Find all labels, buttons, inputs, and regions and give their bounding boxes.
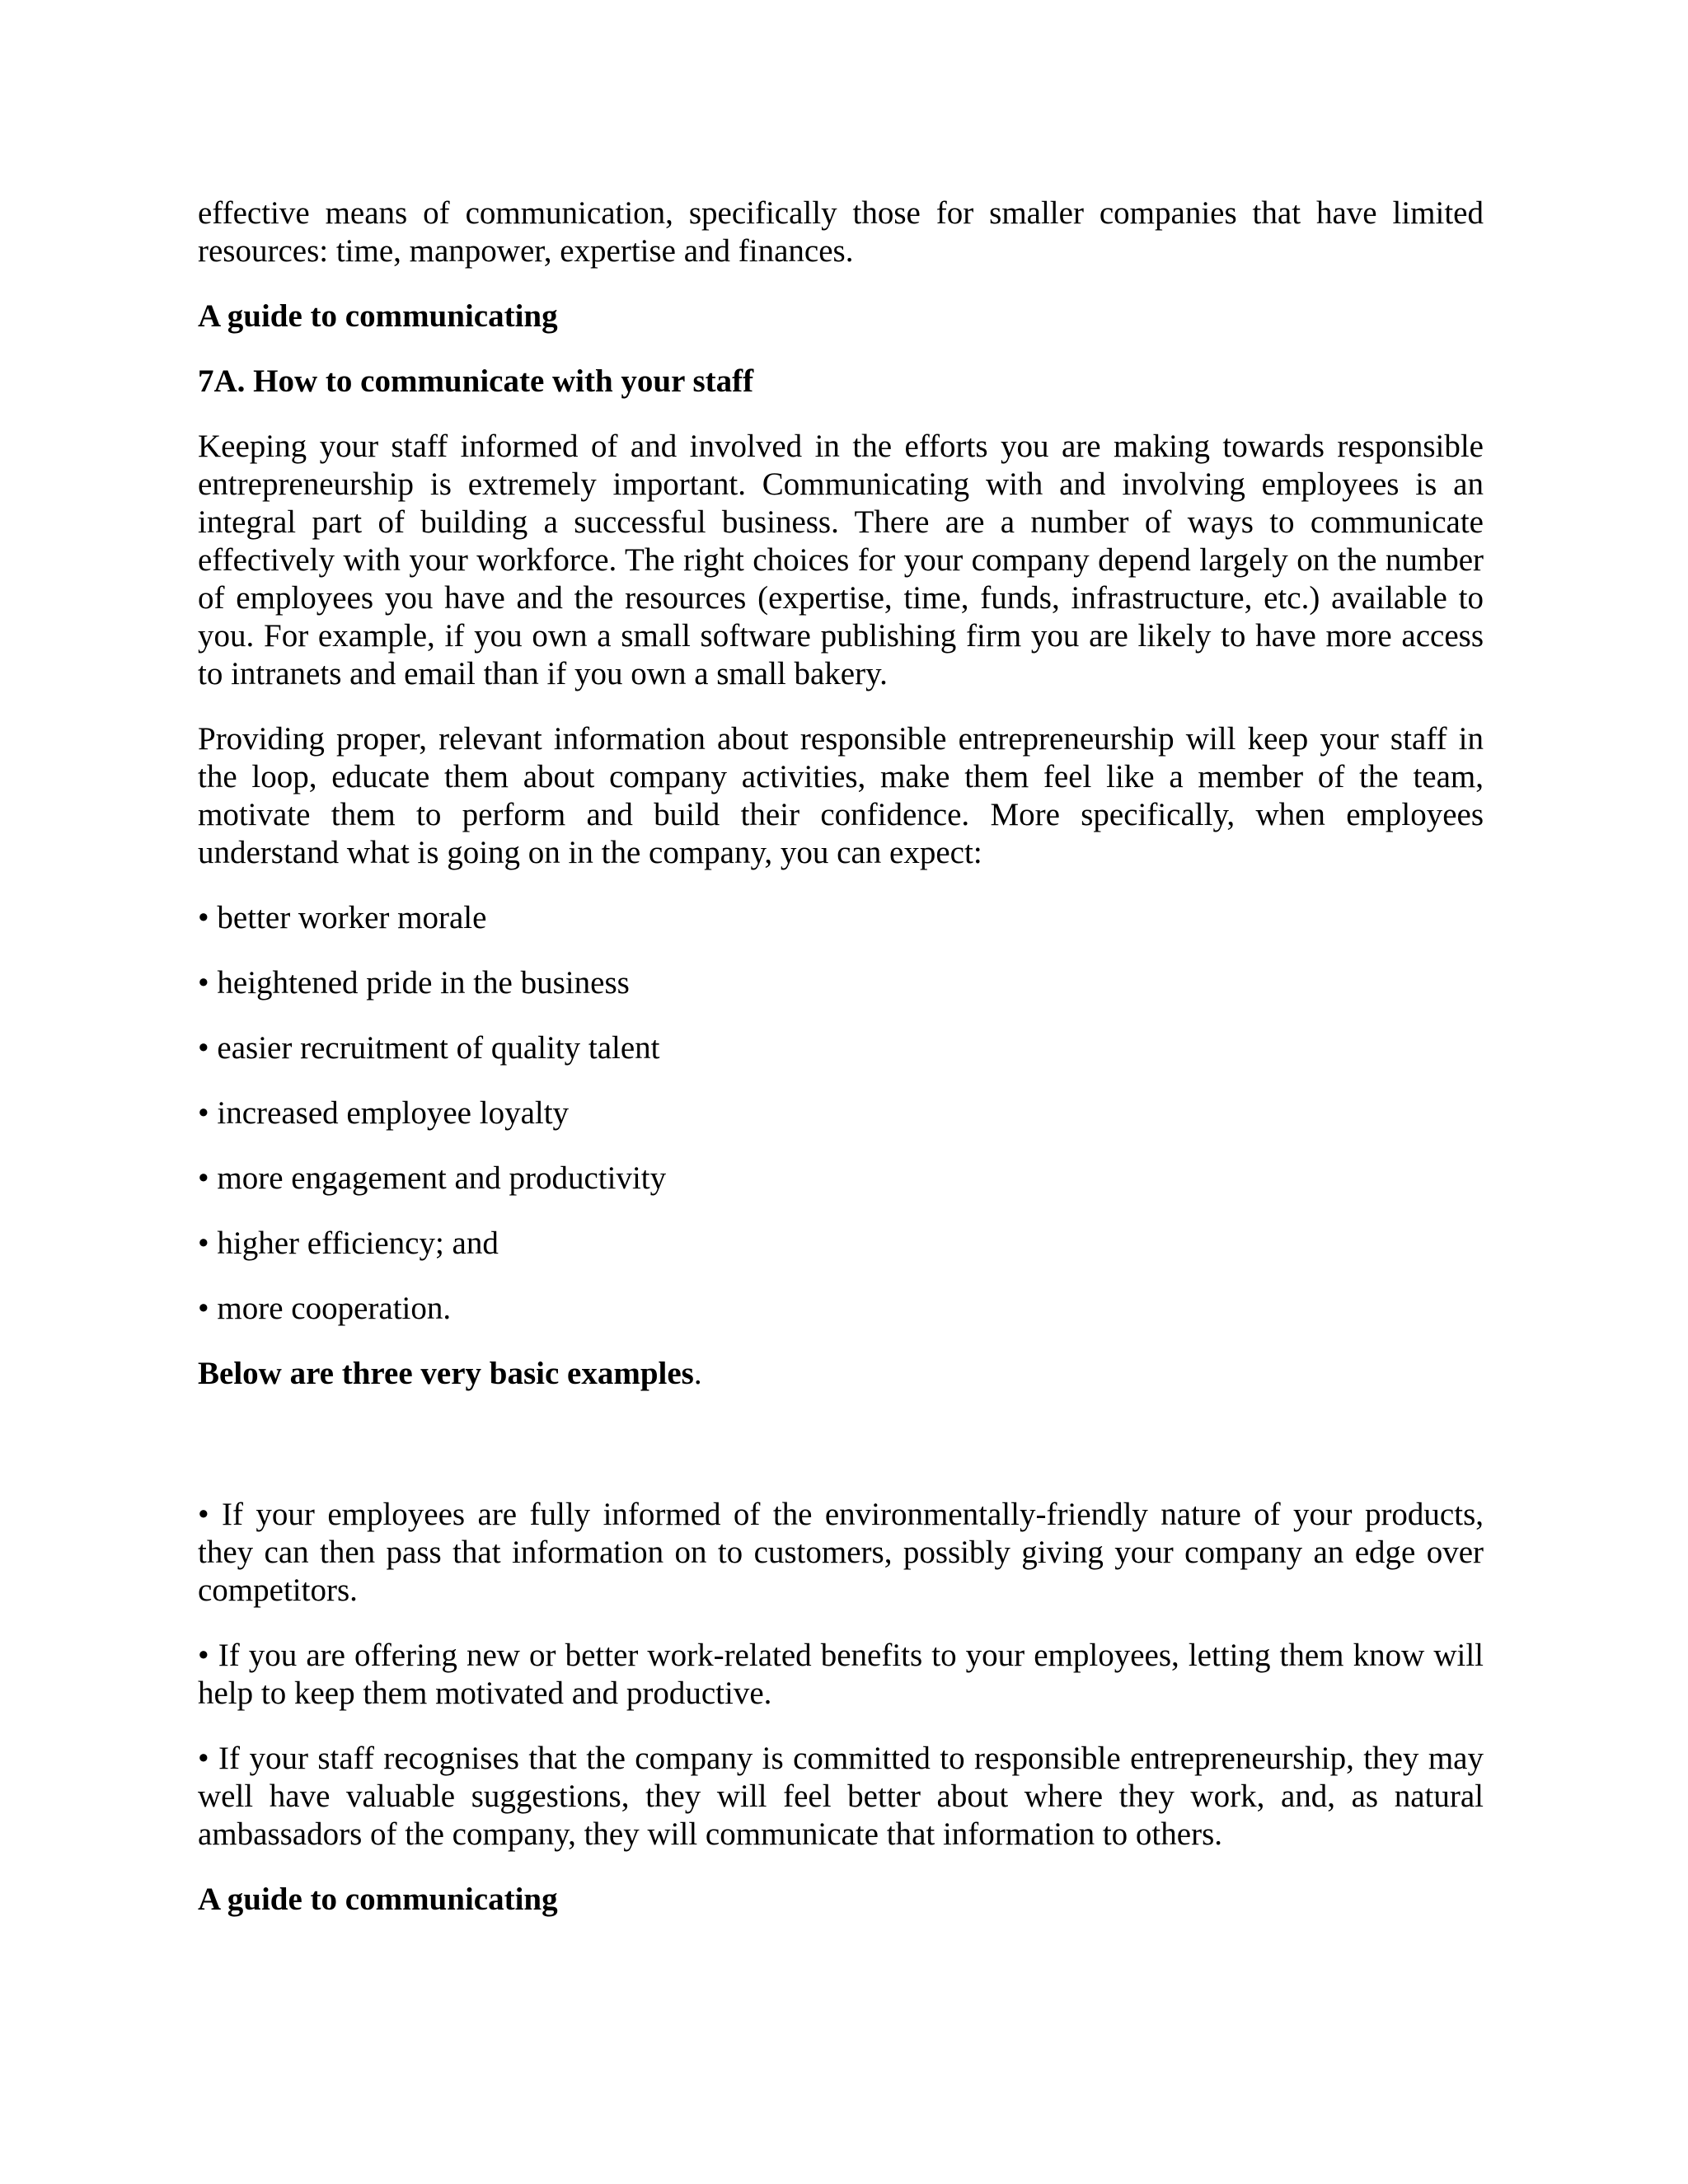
benefit-item: • more cooperation. xyxy=(198,1291,452,1326)
example-item: • If you are offering new or better work-related benefits to your employees, letting them know will help to keep them motivated and productive. xyxy=(198,1638,1484,1711)
body-paragraph-2: Providing proper, relevant information about responsible entrepreneurship will keep your staff in the loop, educate them about company activities, make them feel like a member of the team, motivate them to perform and build their confidence. More specifically, when employees understand what is going on in the company, you can expect: xyxy=(198,721,1484,870)
examples-heading: Below are three very basic examples xyxy=(198,1356,694,1391)
body-paragraph-1: Keeping your staff informed of and involved in the efforts you are making towards responsible entrepreneurship is extremely important. Communicating with and involving employees is an integral part of building a successful business. There are a number of ways to communicate effectively with your workforce. The right choices for your company depend largely on the number of employees you have and the resources (expertise, time, funds, infrastructure, etc.) available to you. For example, if you own a small software publishing firm you are likely to have more access to intranets and email than if you own a small bakery. xyxy=(198,429,1484,691)
benefit-item: • heightened pride in the business xyxy=(198,965,630,1001)
example-item: • If your staff recognises that the company is committed to responsible entrepreneurship, they may well have valuable suggestions, they will feel better about where they work, and, as natural ambassadors of the company, they will communicate that information to others. xyxy=(198,1741,1484,1852)
section-heading: A guide to communicating xyxy=(198,298,558,334)
benefit-item: • better worker morale xyxy=(198,900,487,935)
examples-heading-line xyxy=(198,1355,1484,1393)
benefit-item: • easier recruitment of quality talent xyxy=(198,1030,660,1066)
document-page xyxy=(198,194,1484,1919)
benefit-item: • more engagement and productivity xyxy=(198,1160,667,1196)
example-item: • If your employees are fully informed of the environmentally-friendly nature of your products, they can then pass that information on to customers, possibly giving your company an edge over competitors. xyxy=(198,1497,1484,1608)
benefit-item: • higher efficiency; and xyxy=(198,1226,499,1261)
section-heading-bottom: A guide to communicating xyxy=(198,1882,558,1917)
benefit-item: • increased employee loyalty xyxy=(198,1095,570,1131)
examples-heading-period: . xyxy=(693,1356,702,1391)
intro-paragraph: effective means of communication, specifically those for smaller companies that have limited resources: time, manpower, expertise and finances. xyxy=(198,195,1484,269)
subheading-7a: 7A. How to communicate with your staff xyxy=(198,363,754,399)
